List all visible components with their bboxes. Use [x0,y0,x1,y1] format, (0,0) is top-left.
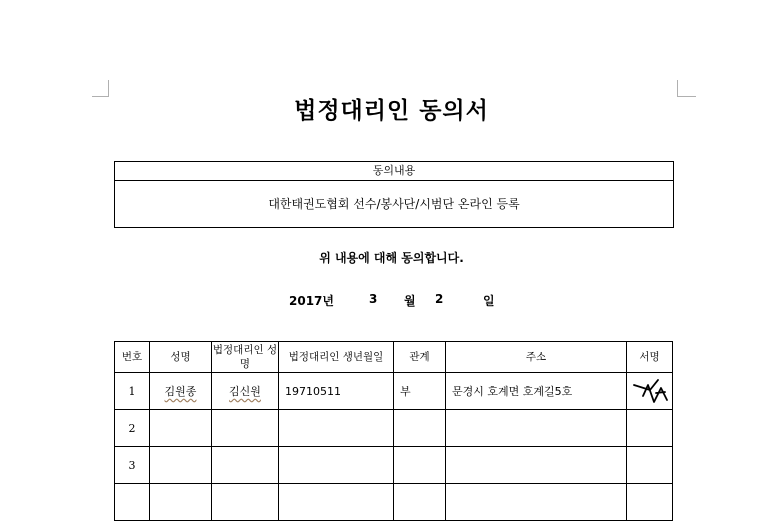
cell-signature[interactable] [627,447,673,484]
cell-number: 2 [115,410,150,447]
cell-signature[interactable] [627,484,673,521]
header-number: 번호 [115,342,150,373]
date-year: 2017년 [289,294,334,308]
cell-relation[interactable]: 부 [394,373,446,410]
cell-guardian-name[interactable] [212,373,279,410]
date-month: 3 [369,292,378,306]
cell-birthdate[interactable] [279,447,394,484]
table-row [115,447,673,484]
cell-address[interactable] [446,447,627,484]
cell-number: 3 [115,447,150,484]
header-signature: 서명 [627,342,673,373]
consent-box [114,161,674,228]
cell-number: 1 [115,373,150,410]
header-guardian-name: 법정대리인 성명 [212,342,279,373]
table-header-row [115,342,673,373]
table-row [115,484,673,521]
cell-relation[interactable] [394,484,446,521]
cell-name[interactable] [150,447,212,484]
cell-birthdate[interactable] [279,484,394,521]
header-relation: 관계 [394,342,446,373]
table-row [115,410,673,447]
cell-relation[interactable] [394,410,446,447]
handwritten-signature-icon [630,376,670,406]
header-address: 주소 [446,342,627,373]
cell-birthdate[interactable] [279,410,394,447]
agreement-statement: 위 내용에 대해 동의합니다. [319,251,464,265]
header-guardian-birthdate: 법정대리인 생년월일 [279,342,394,373]
cell-signature[interactable] [627,373,673,410]
document-title: 법정대리인 동의서 [294,97,489,124]
cell-birthdate[interactable]: 19710511 [279,373,394,410]
cell-name[interactable] [150,410,212,447]
date-month-unit: 월 [404,294,416,308]
cell-address[interactable] [446,484,627,521]
cell-guardian-name-text: 김신원 [229,385,261,398]
signature-table [114,341,673,521]
cell-guardian-name[interactable] [212,410,279,447]
consent-header: 동의내용 [115,162,673,181]
cell-relation[interactable] [394,447,446,484]
date-day: 2 [435,292,444,306]
consent-body: 대한태권도협회 선수/봉사단/시범단 온라인 등록 [268,197,520,211]
cell-name[interactable] [150,484,212,521]
cell-guardian-name[interactable] [212,484,279,521]
cell-address[interactable] [446,410,627,447]
cell-number [115,484,150,521]
cell-address-text: 문경시 호계면 호계길5호 [452,385,573,398]
date-day-unit: 일 [483,294,495,308]
cell-guardian-name[interactable] [212,447,279,484]
table-row [115,373,673,410]
cell-signature[interactable] [627,410,673,447]
cell-name-text: 김원종 [164,385,197,398]
cell-address[interactable] [446,373,627,410]
header-name: 성명 [150,342,212,373]
cell-name[interactable] [150,373,212,410]
